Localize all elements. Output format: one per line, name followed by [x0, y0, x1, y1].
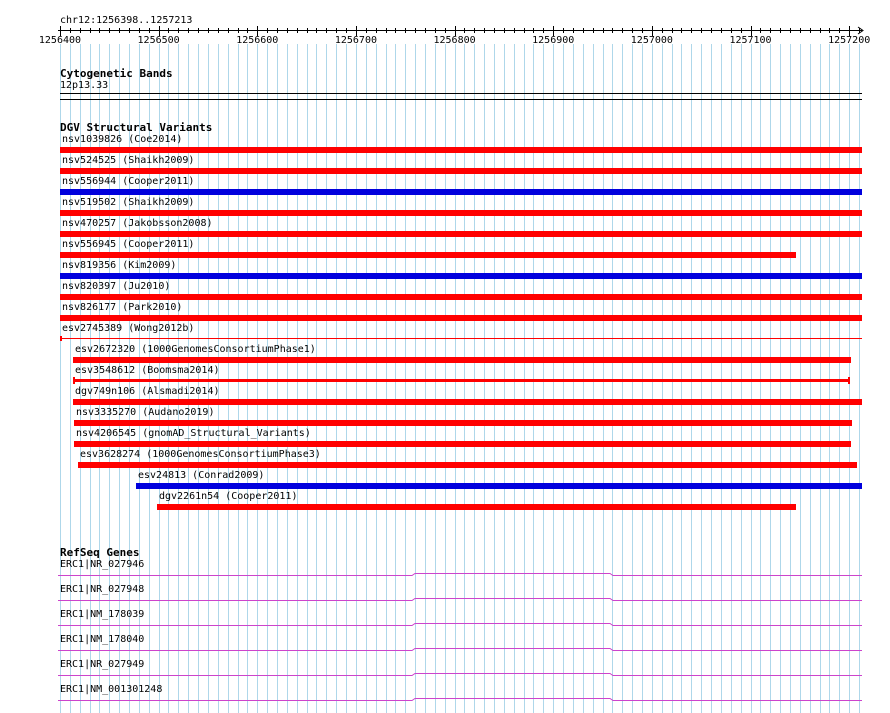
ruler-tick-label: 1257100 [729, 35, 772, 46]
dgv-variant-bar[interactable] [60, 315, 862, 321]
refseq-gene-intron-line[interactable] [0, 667, 890, 681]
dgv-variant-label[interactable]: dgv749n106 (Alsmadi2014) [75, 386, 220, 397]
refseq-gene-intron-line[interactable] [0, 692, 890, 706]
dgv-variant-bar[interactable] [74, 441, 851, 447]
dgv-variant-line[interactable] [60, 338, 862, 339]
refseq-gene-label[interactable]: ERC1|NM_178040 [60, 634, 145, 645]
gene-intron-path [58, 599, 862, 601]
cytoband-line-top [60, 93, 862, 94]
dgv-variant-bar[interactable] [136, 483, 862, 489]
dgv-variant-label[interactable]: nsv556944 (Cooper2011) [62, 176, 195, 187]
refseq-gene-label[interactable]: ERC1|NR_027948 [60, 584, 145, 595]
dgv-variant-bar[interactable] [73, 399, 862, 405]
cytoband-track-title[interactable]: Cytogenetic Bands [60, 67, 173, 80]
dgv-variant-label[interactable]: nsv826177 (Park2010) [62, 302, 183, 313]
ruler-tick-label: 1256800 [433, 35, 476, 46]
gene-intron-path [58, 649, 862, 651]
dgv-variant-bar[interactable] [74, 420, 852, 426]
gene-intron-path [58, 624, 862, 626]
dgv-variant-bar[interactable] [157, 504, 796, 510]
refseq-gene-intron-line[interactable] [0, 567, 890, 581]
ruler-tick-label: 1256400 [38, 35, 82, 46]
gene-intron-path [58, 574, 862, 576]
dgv-track-title[interactable]: DGV Structural Variants [60, 121, 213, 134]
gene-intron-path [58, 699, 862, 701]
dgv-variant-label[interactable]: nsv819356 (Kim2009) [62, 260, 177, 271]
dgv-variant-bar[interactable] [60, 231, 862, 237]
dgv-variant-label[interactable]: nsv820397 (Ju2010) [62, 281, 171, 292]
refseq-gene-label[interactable]: ERC1|NM_178039 [60, 609, 145, 620]
dgv-variant-bar[interactable] [60, 294, 862, 300]
dgv-variant-bar[interactable] [60, 147, 862, 153]
dgv-variant-bar[interactable] [73, 379, 850, 382]
dgv-variant-label[interactable]: nsv519502 (Shaikh2009) [62, 197, 195, 208]
dgv-variant-bar[interactable] [78, 462, 857, 468]
dgv-variant-label[interactable]: nsv524525 (Shaikh2009) [62, 155, 195, 166]
gene-intron-path [58, 674, 862, 676]
dgv-variant-label[interactable]: nsv470257 (Jakobsson2008) [62, 218, 213, 229]
dgv-variant-label[interactable]: esv2745389 (Wong2012b) [62, 323, 195, 334]
dgv-variant-label[interactable]: esv3548612 (Boomsma2014) [75, 365, 220, 376]
dgv-variant-label[interactable]: dgv2261n54 (Cooper2011) [159, 491, 298, 502]
dgv-variant-bar[interactable] [60, 168, 862, 174]
refseq-gene-label[interactable]: ERC1|NR_027946 [60, 559, 145, 570]
dgv-variant-bar[interactable] [60, 252, 796, 258]
dgv-variant-label[interactable]: nsv4206545 (gnomAD_Structural_Variants) [76, 428, 311, 439]
dgv-variant-bar[interactable] [73, 357, 851, 363]
refseq-gene-label[interactable]: ERC1|NR_027949 [60, 659, 145, 670]
refseq-track-title[interactable]: RefSeq Genes [60, 546, 140, 559]
ruler-tick-label: 1256700 [334, 35, 377, 46]
dgv-variant-label[interactable]: nsv1039826 (Coe2014) [62, 134, 183, 145]
dgv-variant-label[interactable]: esv2672320 (1000GenomesConsortiumPhase1) [75, 344, 316, 355]
ruler-tick-label: 1256900 [532, 35, 575, 46]
refseq-gene-intron-line[interactable] [0, 642, 890, 656]
ruler-tick-label: 1257000 [630, 35, 673, 46]
dgv-variant-bar[interactable] [60, 189, 862, 195]
dgv-variant-label[interactable]: nsv556945 (Cooper2011) [62, 239, 195, 250]
cytoband-line-bottom [60, 99, 862, 100]
dgv-variant-label[interactable]: esv24813 (Conrad2009) [138, 470, 265, 481]
dgv-variant-label[interactable]: esv3628274 (1000GenomesConsortiumPhase3) [80, 449, 321, 460]
dgv-variant-label[interactable]: nsv3335270 (Audano2019) [76, 407, 215, 418]
dgv-variant-bar[interactable] [60, 210, 862, 216]
refseq-gene-intron-line[interactable] [0, 617, 890, 631]
cytoband-name: 12p13.33 [60, 80, 109, 91]
location-label: chr12:1256398..1257213 [60, 15, 193, 26]
ruler-tick-label: 1257200 [828, 35, 871, 46]
ruler-tick-label: 1256500 [137, 35, 180, 46]
ruler-tick-label: 1256600 [236, 35, 279, 46]
dgv-variant-bar[interactable] [60, 273, 862, 279]
refseq-gene-intron-line[interactable] [0, 592, 890, 606]
refseq-gene-label[interactable]: ERC1|NM_001301248 [60, 684, 163, 695]
